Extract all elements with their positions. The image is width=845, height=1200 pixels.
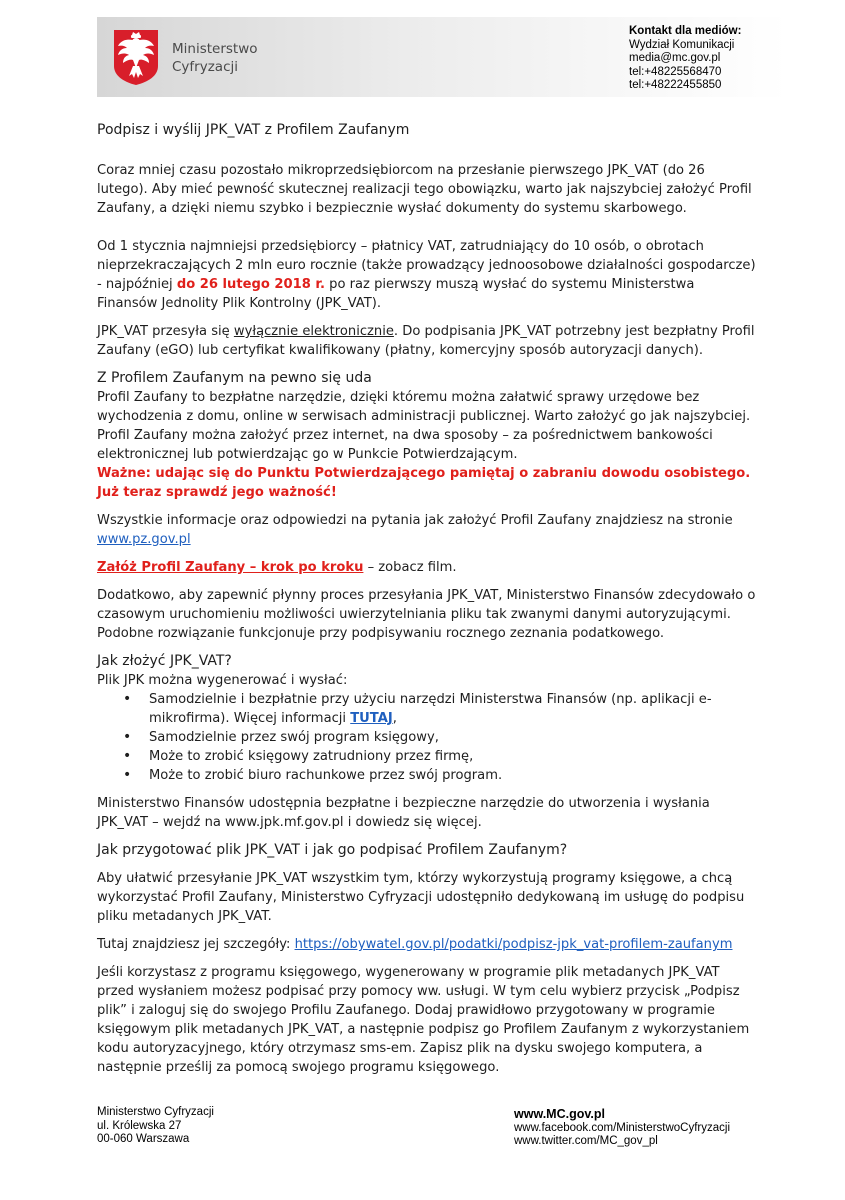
paragraph-authorization: Dodatkowo, aby zapewnić płynny proces przesyłania JPK_VAT, Ministerstwo Finansów zdecydowało o czasowym uruchomieniu możliwości uwierzytelniania pliku tak zwanymi danymi autoryzującymi. Podobne rozwiązanie funkcjonuje przy podpisywaniu rocznego zeznania podatkowego. bbox=[97, 588, 756, 641]
paragraph-deadline bbox=[97, 237, 757, 313]
section-heading-how-to-file: Jak złożyć JPK_VAT? bbox=[97, 653, 232, 669]
section-heading-profil-zaufany: Z Profilem Zaufanym na pewno się uda bbox=[97, 370, 372, 386]
paragraph-mf-tool: Ministerstwo Finansów udostępnia bezpłatne i bezpieczne narzędzie do utworzenia i wysłania JPK_VAT – wejdź na www.jpk.mf.gov.pl i dowiedz się więcej. bbox=[97, 796, 710, 830]
electronic-only-underlined: wyłącznie elektronicznie bbox=[233, 324, 394, 339]
polish-eagle-emblem-icon bbox=[112, 28, 160, 86]
media-contact-box bbox=[629, 25, 741, 93]
paragraph-pz-info bbox=[97, 511, 757, 549]
media-department: Wydział Komunikacji bbox=[629, 38, 735, 51]
deadline-highlight: do 26 lutego 2018 r. bbox=[176, 277, 325, 292]
section-profil-zaufany-body: Profil Zaufany to bezpłatne narzędzie, dzięki któremu można załatwić sprawy urzędowe bez wychodzenia z domu, online w serwisach administracji publicznej. Warto założyć go jak najszybciej. Profil Zaufany można założyć przez internet, na dwa sposoby – za pośrednictwem bankowości elektronicznej lub potwierdzając go w Punkcie Potwierdzającym. bbox=[97, 390, 751, 462]
list-item bbox=[123, 690, 757, 728]
filing-options-list bbox=[123, 690, 757, 785]
more-info-tutaj-link[interactable]: TUTAJ bbox=[350, 711, 393, 726]
media-email[interactable]: media@mc.gov.pl bbox=[629, 52, 721, 65]
footer-links bbox=[514, 1108, 730, 1149]
paragraph-video bbox=[97, 558, 757, 577]
step-by-step-video-link[interactable]: Załóż Profil Zaufany – krok po kroku bbox=[97, 560, 364, 575]
paragraph-video-text-after: – zobacz film. bbox=[363, 560, 457, 575]
ministry-name-line2: Cyfryzacji bbox=[172, 59, 238, 75]
paragraph-details bbox=[97, 935, 757, 954]
pz-gov-link[interactable]: www.pz.gov.pl bbox=[97, 532, 191, 547]
intro-paragraph: Coraz mniej czasu pozostało mikroprzedsiębiorcom na przesłanie pierwszego JPK_VAT (do 26 lutego). Aby mieć pewność skutecznej realizacji tego obowiązku, warto jak najszybciej założyć Profil Zaufany, a dzięki niemu szybko i bezpiecznie wysłać dokumenty do systemu skarbowego. bbox=[97, 163, 752, 216]
footer-address-line1: Ministerstwo Cyfryzacji bbox=[97, 1106, 214, 1118]
paragraph-signing-steps: Jeśli korzystasz z programu księgowego, wygenerowany w programie plik metadanych JPK_VAT przed wysłaniem możesz podpisać przy pomocy ww. usługi. W tym celu wybierz przycisk „Podpisz plik” i zaloguj się do swojego Profilu Zaufanego. Dodaj prawidłowo przygotowany w programie księgowym plik metadanych JPK_VAT, a następnie podpisz go Profilem Zaufanym z wykorzystaniem kodu autoryzacyjnego, który otrzymasz sms-em. Zapisz plik na dysku swojego komputera, a następnie prześlij za pomocą swojego programu księgowego. bbox=[97, 965, 750, 1075]
paragraph-electronic-text-before: JPK_VAT przesyła się bbox=[97, 324, 234, 339]
section-heading-prepare-and-sign: Jak przygotować plik JPK_VAT i jak go podpisać Profilem Zaufanym? bbox=[97, 842, 568, 858]
footer-address-line2: ul. Królewska 27 bbox=[97, 1119, 182, 1132]
ministry-name-line1: Ministerstwo bbox=[172, 41, 258, 57]
ministry-name bbox=[172, 40, 258, 76]
list-item-1-text-before: Samodzielnie i bezpłatnie przy użyciu narzędzi Ministerstwa Finansów (np. aplikacji e-mikrofirma). Więcej informacji bbox=[149, 692, 712, 726]
document-body bbox=[97, 121, 757, 1077]
list-item: • Może to zrobić biuro rachunkowe przez swój program. bbox=[123, 766, 757, 785]
paragraph-dedicated-service: Aby ułatwić przesyłanie JPK_VAT wszystkim tym, którzy wykorzystują programy księgowe, a chcą wykorzystać Profil Zaufany, Ministerstwo Cyfryzacji udostępniło dedykowaną im usługę do podpisu pliku metadanych JPK_VAT. bbox=[97, 871, 745, 924]
section-how-to-file-lead: Plik JPK można wygenerować i wysłać: bbox=[97, 673, 348, 688]
paragraph-deadline-text-before: Od 1 stycznia najmniejsi przedsiębiorcy – płatnicy VAT, zatrudniający do 10 osób, o obrotach nieprzekraczających 2 mln euro rocznie (także prowadzący jednoosobowe działalności gospodarcze) - najpóźniej bbox=[97, 239, 756, 292]
footer-address bbox=[97, 1106, 214, 1147]
paragraph-pz-info-text: Wszystkie informacje oraz odpowiedzi na pytania jak założyć Profil Zaufany znajdziesz na stronie bbox=[97, 513, 733, 528]
paragraph-details-text: Tutaj znajdziesz jej szczegóły: bbox=[97, 937, 295, 952]
list-item-1-text-after: , bbox=[392, 711, 397, 726]
media-phone-1[interactable]: tel:+48225568470 bbox=[629, 65, 722, 78]
list-item: • Samodzielnie przez swój program księgowy, bbox=[123, 728, 757, 747]
footer-twitter-link[interactable]: www.twitter.com/MC_gov_pl bbox=[514, 1135, 658, 1148]
paragraph-deadline-text-after: po raz pierwszy muszą wysłać do systemu Ministerstwa Finansów Jednolity Plik Kontrolny (JPK_VAT). bbox=[97, 277, 695, 311]
warning-id-card: Ważne: udając się do Punktu Potwierdzającego pamiętaj o zabraniu dowodu osobistego. Już teraz sprawdź jego ważność! bbox=[97, 466, 751, 500]
obywatel-gov-link[interactable]: https://obywatel.gov.pl/podatki/podpisz-jpk_vat-profilem-zaufanym bbox=[294, 937, 733, 952]
list-item: • Może to zrobić księgowy zatrudniony przez firmę, bbox=[123, 747, 757, 766]
paragraph-electronic-text-after: . Do podpisania JPK_VAT potrzebny jest bezpłatny Profil Zaufany (eGO) lub certyfikat kwalifikowany (płatny, komercyjny sposób autoryzacji danych). bbox=[97, 324, 755, 358]
paragraph-electronic bbox=[97, 322, 757, 360]
footer-address-line3: 00-060 Warszawa bbox=[97, 1133, 190, 1146]
media-phone-2[interactable]: tel:+48222455850 bbox=[629, 79, 722, 92]
document-title: Podpisz i wyślij JPK_VAT z Profilem Zaufanym bbox=[97, 122, 410, 138]
footer-facebook-link[interactable]: www.facebook.com/MinisterstwoCyfryzacji bbox=[514, 1121, 731, 1134]
footer-website-link[interactable]: www.MC.gov.pl bbox=[514, 1107, 605, 1121]
media-contact-title: Kontakt dla mediów: bbox=[629, 25, 742, 37]
